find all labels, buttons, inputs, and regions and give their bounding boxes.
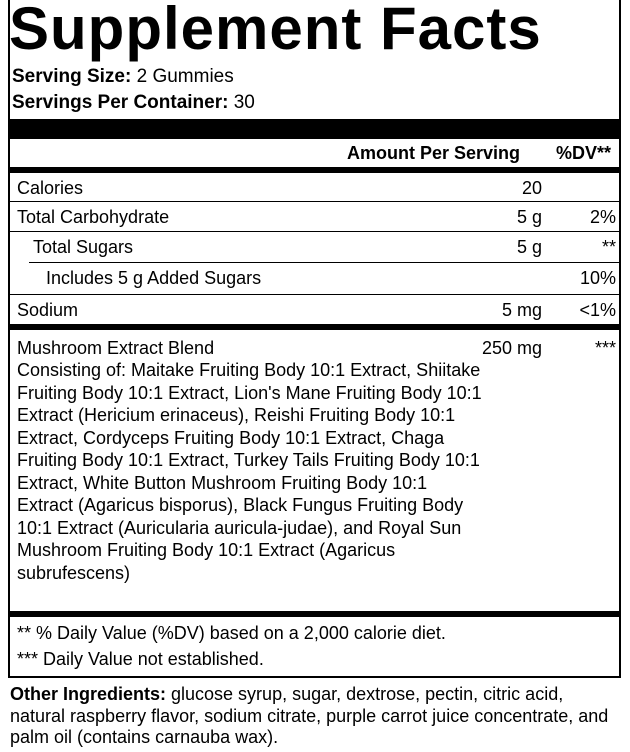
other-ingredients-label: Other Ingredients: [10, 684, 167, 704]
serving-size-value: 2 Gummies [131, 66, 234, 87]
thick-divider-blend [8, 324, 621, 330]
thick-divider-footnotes [8, 611, 621, 617]
blend-dv: *** [594, 338, 616, 358]
row-calories-name: Calories [17, 178, 84, 198]
row-calories-amount: 20 [521, 178, 542, 198]
blend-name: Mushroom Extract Blend [17, 338, 215, 358]
row-sugars-amount: 5 g [516, 237, 542, 257]
thick-divider-top [8, 119, 621, 139]
row-sugars-name: Total Sugars [33, 237, 134, 257]
servings-per-container [12, 92, 255, 114]
other-ingredients [10, 684, 622, 749]
row-divider [10, 201, 619, 202]
row-sodium-name: Sodium [17, 300, 79, 320]
amount-per-serving-header: Amount Per Serving [347, 143, 521, 163]
row-added-sugars-name: Includes 5 g Added Sugars [46, 268, 262, 288]
other-ingredients-text: glucose syrup, sugar, dextrose, pectin, citric acid, natural raspberry flavor, sodium citrate, purple carrot juice concentrate, and palm oil (contains carnauba wax). [10, 684, 609, 747]
row-sodium-amount: 5 mg [501, 300, 542, 320]
row-sodium-dv: <1% [579, 300, 616, 320]
footnote-dv: ** % Daily Value (%DV) based on a 2,000 calorie diet. [17, 623, 446, 643]
serving-size-label: Serving Size: [12, 66, 132, 87]
row-carbohydrate-dv: 2% [589, 207, 616, 227]
blend-description: Consisting of: Maitake Fruiting Body 10:1 Extract, Shiitake Fruiting Body 10:1 Extract, Lion's Mane Fruiting Body 10:1 Extract (Hericium erinaceus), Reishi Fruiting Body 10:1 Extract, Cordyceps Fruiting Body 10:1 Extract, Chaga Fruiting Body 10:1 Extract, Turkey Tails Fruiting Body 10:1 Extract, White Button Mushroom Fruiting Body 10:1 Extract (Agaricus bisporus), Black Fungus Fruiting Body 10:1 Extract (Auricularia auricula-judae), and Royal Sun Mushroom Fruiting Body 10:1 Extract (Agaricus subrufescens) [17, 360, 482, 583]
panel-title: Supplement Facts [9, 0, 542, 62]
footnote-not-established: *** Daily Value not established. [17, 649, 264, 669]
row-added-sugars-dv: 10% [579, 268, 616, 288]
thick-divider-header [8, 167, 621, 173]
row-sugars-dv: ** [601, 237, 616, 257]
servings-per-container-value: 30 [228, 92, 255, 113]
row-divider [29, 262, 619, 263]
blend-amount: 250 mg [481, 338, 542, 358]
serving-size [12, 66, 234, 88]
row-carbohydrate-name: Total Carbohydrate [17, 207, 170, 227]
row-divider [10, 294, 619, 295]
dv-header: %DV** [556, 143, 612, 163]
servings-per-container-label: Servings Per Container: [12, 92, 229, 113]
row-divider [10, 231, 619, 232]
row-carbohydrate-amount: 5 g [516, 207, 542, 227]
